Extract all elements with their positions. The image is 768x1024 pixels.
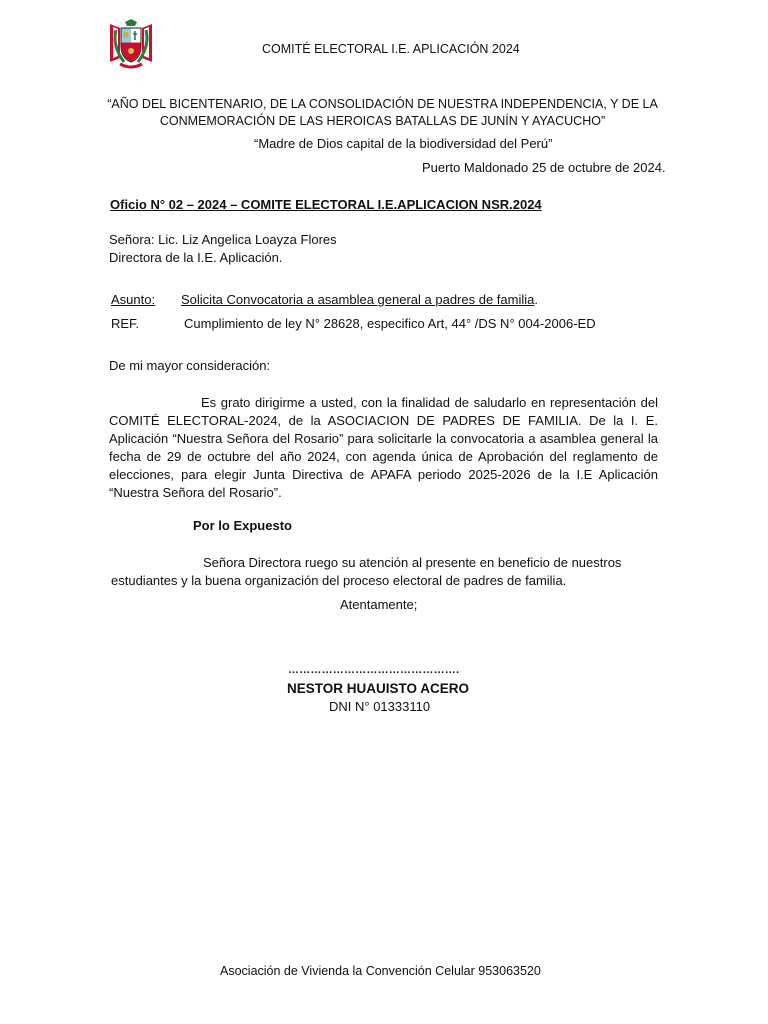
subject-end: .: [534, 292, 538, 307]
closing-paragraph: Señora Directora ruego su atención al presente en beneficio de nuestros estudiantes y la buena organización del proceso electoral de padres de familia.: [111, 555, 622, 588]
region-motto: “Madre de Dios capital de la biodiversidad del Perú”: [254, 136, 553, 151]
oficio-number: Oficio N° 02 – 2024 – COMITE ELECTORAL I.E.APLICACION NSR.2024: [110, 197, 542, 212]
subject-text: Solicita Convocatoria a asamblea general a padres de familia: [181, 292, 535, 307]
regards: Atentamente;: [340, 597, 418, 612]
body-paragraph-text: Es grato dirigirme a usted, con la finalidad de saludarlo en representación del COMITÉ ELECTORAL-2024, de la ASOCIACION DE PADRES DE FAMILIA. De la I. E. Aplicación “Nuestra Señora del Rosario” para solicitarle la convocatoria a asamblea general la fecha de 29 de octubre del año 2024, con agenda única de Aprobación del reglamento de elecciones, para elegir Junta Directiva de APAFA periodo 2025-2026 de la I.E Aplicación “Nuestra Señora del Rosario”.: [109, 395, 658, 500]
reference-text: Cumplimiento de ley N° 28628, especifico Art, 44° /DS N° 004-2006-ED: [184, 316, 596, 331]
reference-label: REF.: [111, 316, 140, 331]
place-date: Puerto Maldonado 25 de octubre de 2024.: [422, 160, 666, 175]
subject-label: Asunto:: [111, 292, 156, 307]
body-paragraph: [109, 394, 658, 502]
peru-coat-of-arms-icon: [106, 18, 156, 70]
signature-line: ……………………………………….: [288, 664, 460, 676]
greeting: De mi mayor consideración:: [109, 358, 271, 373]
signature-dni: DNI N° 01333110: [329, 699, 431, 714]
signature-name: NESTOR HUAUISTO ACERO: [287, 681, 470, 696]
year-motto: “AÑO DEL BICENTENARIO, DE LA CONSOLIDACIÓN DE NUESTRA INDEPENDENCIA, Y DE LA CONMEMORACIÓN DE LAS HEROICAS BATALLAS DE JUNÍN Y AYACUCHO”: [107, 97, 658, 128]
header-title: COMITÉ ELECTORAL I.E. APLICACIÓN 2024: [262, 42, 520, 56]
addressee-name: Señora: Lic. Liz Angelica Loayza Flores: [109, 232, 337, 247]
footer-text: Asociación de Vivienda la Convención Celular 953063520: [220, 964, 541, 978]
subject-text-wrapper: [181, 292, 538, 307]
by-stated-heading: Por lo Expuesto: [193, 518, 292, 533]
addressee-title: Directora de la I.E. Aplicación.: [109, 250, 283, 265]
